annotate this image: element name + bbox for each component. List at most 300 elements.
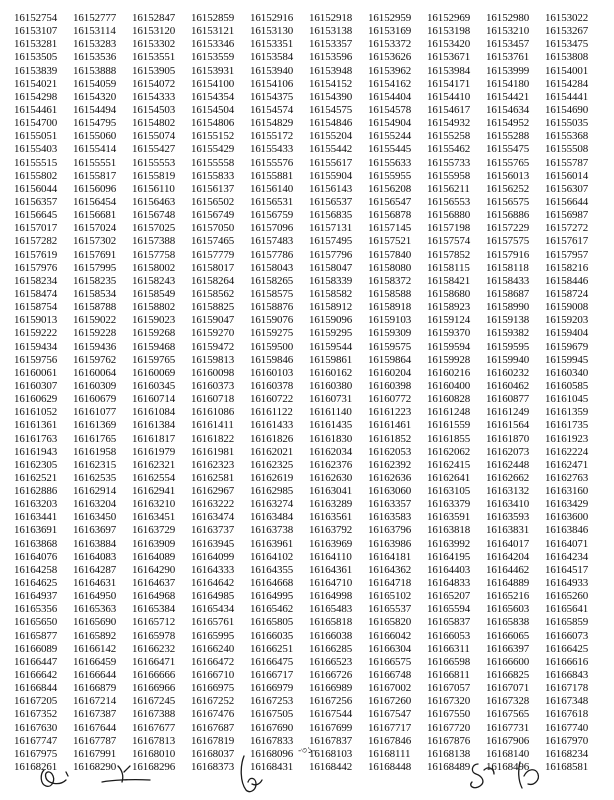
roll-number: 16153839 — [14, 64, 58, 77]
roll-number: 16164710 — [309, 577, 353, 590]
roll-number: 16162325 — [250, 458, 294, 471]
roll-number: 16163379 — [427, 498, 471, 511]
roll-number: 16159124 — [427, 314, 471, 327]
roll-number: 16167846 — [368, 734, 412, 747]
roll-number: 16155576 — [250, 156, 294, 169]
roll-number: 16159864 — [368, 353, 412, 366]
roll-number: 16164995 — [250, 590, 294, 603]
roll-number: 16154180 — [486, 77, 530, 90]
roll-number: 16166285 — [309, 642, 353, 655]
roll-number: 16163132 — [486, 485, 530, 498]
roll-number: 16158234 — [14, 274, 58, 287]
roll-number: 16164258 — [14, 563, 58, 576]
roll-number: 16157957 — [545, 248, 589, 261]
roll-number: 16164204 — [486, 550, 530, 563]
roll-number: 16164110 — [309, 550, 352, 563]
roll-number: 16158575 — [250, 287, 294, 300]
roll-number: 16154320 — [73, 90, 117, 103]
roll-number: 16165384 — [132, 603, 176, 616]
roll-number: 16158687 — [486, 287, 530, 300]
roll-number: 16158754 — [14, 301, 58, 314]
roll-number: 16157619 — [14, 248, 58, 261]
roll-number: 16163160 — [545, 485, 589, 498]
roll-number: 16163961 — [250, 537, 294, 550]
roll-number: 16161822 — [191, 432, 235, 445]
roll-number: 16159404 — [545, 327, 589, 340]
roll-number: 16156502 — [191, 195, 235, 208]
roll-number: 16167388 — [132, 708, 176, 721]
roll-number: 16159023 — [132, 314, 176, 327]
roll-number: 16167720 — [427, 721, 471, 734]
roll-number: 16161369 — [73, 419, 117, 432]
roll-number: 16166397 — [486, 642, 530, 655]
roll-number: 16154578 — [368, 103, 412, 116]
roll-number: 16157758 — [132, 248, 176, 261]
roll-number: 16158047 — [309, 261, 353, 274]
roll-number: 16153626 — [368, 51, 412, 64]
roll-number: 16167071 — [486, 682, 530, 695]
roll-number: 16154171 — [427, 77, 471, 90]
roll-number: 16164234 — [545, 550, 589, 563]
roll-number: 16154106 — [250, 77, 294, 90]
roll-number: 16161830 — [309, 432, 353, 445]
roll-number: 16164181 — [368, 550, 412, 563]
roll-number: 16166844 — [14, 682, 58, 695]
roll-number: 16153346 — [191, 38, 235, 51]
roll-number: 16159945 — [545, 353, 589, 366]
roll-number: 16167057 — [427, 682, 471, 695]
roll-number: 16160828 — [427, 393, 471, 406]
roll-number: 16159472 — [191, 340, 235, 353]
roll-number: 16161763 — [14, 432, 58, 445]
roll-number: 16155429 — [191, 143, 235, 156]
roll-number: 16166471 — [132, 655, 176, 668]
roll-number: 16163818 — [427, 524, 471, 537]
roll-number: 16167565 — [486, 708, 530, 721]
roll-number: 16167505 — [250, 708, 294, 721]
roll-number: 16158433 — [486, 274, 530, 287]
roll-number: 16164968 — [132, 590, 176, 603]
roll-number: 16163429 — [545, 498, 589, 511]
roll-number: 16166811 — [427, 669, 470, 682]
roll-number: 16157465 — [191, 235, 235, 248]
roll-number: 16160731 — [309, 393, 353, 406]
roll-number: 16166472 — [191, 655, 235, 668]
roll-number: 16157786 — [250, 248, 294, 261]
roll-number: 16158876 — [250, 301, 294, 314]
roll-number: 16159813 — [191, 353, 235, 366]
roll-number: 16157796 — [309, 248, 353, 261]
roll-number: 16154575 — [309, 103, 353, 116]
roll-number: 16167687 — [191, 721, 235, 734]
roll-number: 16163697 — [73, 524, 117, 537]
roll-number: 16163691 — [14, 524, 58, 537]
roll-number: 16167476 — [191, 708, 235, 721]
roll-number: 16153984 — [427, 64, 471, 77]
roll-number: 16159846 — [250, 353, 294, 366]
roll-number: 16156454 — [73, 195, 117, 208]
roll-number: 16154617 — [427, 103, 471, 116]
roll-number: 16167544 — [309, 708, 353, 721]
signature-5 — [519, 762, 539, 788]
roll-number: 16164355 — [250, 563, 294, 576]
roll-number: 16153022 — [545, 12, 589, 24]
roll-number: 16167205 — [14, 695, 58, 708]
roll-number: 16167252 — [191, 695, 235, 708]
roll-number: 16168261 — [14, 761, 58, 774]
roll-number: 16154284 — [545, 77, 589, 90]
roll-number: 16157976 — [14, 261, 58, 274]
roll-number: 16159370 — [427, 327, 471, 340]
roll-number: 16155817 — [73, 169, 117, 182]
roll-number: 16167731 — [486, 721, 530, 734]
roll-number: 16159022 — [73, 314, 117, 327]
roll-number: 16168234 — [545, 747, 589, 760]
roll-number: 16153107 — [14, 25, 58, 38]
roll-number: 16167906 — [486, 734, 530, 747]
roll-number: 16162448 — [486, 458, 530, 471]
roll-number: 16154806 — [191, 117, 235, 130]
roll-number: 16153948 — [309, 64, 353, 77]
roll-number: 16160400 — [427, 379, 471, 392]
roll-number: 16167256 — [309, 695, 353, 708]
roll-number: 16159679 — [545, 340, 589, 353]
roll-number: 16154100 — [191, 77, 235, 90]
roll-number: 16168296 — [132, 761, 176, 774]
roll-number: 16161361 — [14, 419, 58, 432]
roll-number: 16166717 — [250, 669, 294, 682]
roll-number: 16162886 — [14, 485, 58, 498]
roll-number: 16153114 — [73, 25, 116, 38]
roll-number: 16160098 — [191, 366, 235, 379]
roll-number: 16163945 — [191, 537, 235, 550]
roll-number: 16155035 — [545, 117, 589, 130]
roll-number: 16167837 — [309, 734, 353, 747]
roll-number: 16166600 — [486, 655, 530, 668]
roll-number: 16159138 — [486, 314, 530, 327]
roll-number: 16154504 — [191, 103, 235, 116]
roll-number: 16167630 — [14, 721, 58, 734]
roll-number: 16158582 — [309, 287, 353, 300]
roll-number: 16157096 — [250, 222, 294, 235]
roll-number: 16165363 — [73, 603, 117, 616]
roll-number: 16166073 — [545, 629, 589, 642]
roll-number: 16159222 — [14, 327, 58, 340]
roll-number: 16163792 — [309, 524, 353, 537]
roll-number: 16165892 — [73, 629, 117, 642]
roll-number: 16158724 — [545, 287, 589, 300]
roll-number: 16166710 — [191, 669, 235, 682]
roll-number: 16156208 — [368, 182, 412, 195]
roll-number: 16159096 — [309, 314, 353, 327]
roll-number: 16154494 — [73, 103, 117, 116]
roll-number: 16168096 — [250, 747, 294, 760]
roll-number: 16165434 — [191, 603, 235, 616]
roll-number: 16161122 — [250, 406, 293, 419]
roll-number: 16155258 — [427, 130, 471, 143]
roll-number: 16155802 — [14, 169, 58, 182]
roll-number: 16165462 — [250, 603, 294, 616]
roll-number: 16166425 — [545, 642, 589, 655]
roll-number: 16166311 — [427, 642, 470, 655]
roll-number: 16156880 — [427, 209, 471, 222]
roll-number: 16166523 — [309, 655, 353, 668]
roll-number: 16154952 — [486, 117, 530, 130]
roll-number: 16158216 — [545, 261, 589, 274]
roll-number: 16161461 — [368, 419, 412, 432]
roll-number: 16157852 — [427, 248, 471, 261]
roll-number: 16153584 — [250, 51, 294, 64]
roll-number: 16168496 — [486, 761, 530, 774]
roll-number: 16162630 — [309, 471, 353, 484]
roll-number: 16160061 — [14, 366, 58, 379]
roll-number: 16160232 — [486, 366, 530, 379]
roll-number: 16155288 — [486, 130, 530, 143]
signatures — [0, 752, 614, 800]
roll-number: 16155442 — [309, 143, 353, 156]
roll-number: 16159203 — [545, 314, 589, 327]
roll-number: 16153198 — [427, 25, 471, 38]
roll-number: 16168103 — [309, 747, 353, 760]
roll-number: 16163203 — [14, 498, 58, 511]
roll-number: 16158588 — [368, 287, 412, 300]
roll-number: 16166142 — [73, 642, 117, 655]
roll-number: 16164102 — [250, 550, 294, 563]
roll-number: 16161084 — [132, 406, 176, 419]
roll-number: 16160340 — [545, 366, 589, 379]
roll-number: 16164403 — [427, 563, 471, 576]
roll-number: 16164668 — [250, 577, 294, 590]
roll-number: 16160877 — [486, 393, 530, 406]
roll-number: 16159309 — [368, 327, 412, 340]
roll-number: 16155955 — [368, 169, 412, 182]
roll-number: 16158002 — [132, 261, 176, 274]
roll-number: 16166989 — [309, 682, 353, 695]
roll-number: 16156748 — [132, 209, 176, 222]
roll-number: 16160307 — [14, 379, 58, 392]
roll-number: 16162763 — [545, 471, 589, 484]
roll-number: 16167677 — [132, 721, 176, 734]
roll-number: 16154441 — [545, 90, 589, 103]
roll-number: 16158017 — [191, 261, 235, 274]
roll-number: 16153169 — [368, 25, 412, 38]
roll-number: 16155051 — [14, 130, 58, 143]
roll-number: 16154503 — [132, 103, 176, 116]
roll-number: 16155833 — [191, 169, 235, 182]
roll-number: 16161870 — [486, 432, 530, 445]
roll-number: 16167740 — [545, 721, 589, 734]
roll-number: 16154634 — [486, 103, 530, 116]
roll-number: 16161411 — [191, 419, 234, 432]
roll-number: 16153596 — [309, 51, 353, 64]
roll-number: 16166038 — [309, 629, 353, 642]
roll-number: 16157198 — [427, 222, 471, 235]
roll-number: 16167833 — [250, 734, 294, 747]
roll-number: 16167387 — [73, 708, 117, 721]
roll-number: 16153931 — [191, 64, 235, 77]
roll-number: 16160714 — [132, 393, 176, 406]
roll-number: 16154404 — [368, 90, 412, 103]
roll-number: 16165216 — [486, 590, 530, 603]
roll-number: 16162321 — [132, 458, 176, 471]
roll-number: 16156044 — [14, 182, 58, 195]
roll-number: 16166616 — [545, 655, 589, 668]
roll-number: 16153962 — [368, 64, 412, 77]
roll-number: 16163222 — [191, 498, 235, 511]
roll-number: 16157229 — [486, 222, 530, 235]
roll-number: 16161826 — [250, 432, 294, 445]
roll-number: 16167618 — [545, 708, 589, 721]
roll-number: 16166726 — [309, 669, 353, 682]
roll-number: 16163450 — [73, 511, 117, 524]
roll-number: 16155733 — [427, 156, 471, 169]
roll-number: 16165650 — [14, 616, 58, 629]
roll-number: 16159756 — [14, 353, 58, 366]
roll-number: 16163737 — [191, 524, 235, 537]
roll-number: 16155515 — [14, 156, 58, 169]
roll-number: 16163451 — [132, 511, 176, 524]
roll-number: 16167214 — [73, 695, 117, 708]
roll-number: 16162471 — [545, 458, 589, 471]
roll-number: 16163357 — [368, 498, 412, 511]
roll-number: 16166065 — [486, 629, 530, 642]
roll-number: 16153475 — [545, 38, 589, 51]
roll-number: 16166053 — [427, 629, 471, 642]
roll-number: 16167547 — [368, 708, 412, 721]
roll-number: 16165483 — [309, 603, 353, 616]
roll-number: 16167328 — [486, 695, 530, 708]
roll-number: 16166251 — [250, 642, 294, 655]
roll-number: 16163729 — [132, 524, 176, 537]
roll-number: 16158080 — [368, 261, 412, 274]
roll-number: 16162535 — [73, 471, 117, 484]
roll-number: 16153283 — [73, 38, 117, 51]
roll-number: 16163846 — [545, 524, 589, 537]
roll-number: 16163969 — [309, 537, 353, 550]
roll-number: 16154904 — [368, 117, 412, 130]
roll-number: 16154354 — [191, 90, 235, 103]
roll-number: 16158118 — [486, 261, 529, 274]
roll-number: 16165712 — [132, 616, 176, 629]
roll-number: 16161435 — [309, 419, 353, 432]
roll-number: 16167970 — [545, 734, 589, 747]
roll-number: 16159861 — [309, 353, 353, 366]
roll-number: 16156644 — [545, 195, 589, 208]
roll-number: 16163204 — [73, 498, 117, 511]
roll-number: 16162053 — [368, 445, 412, 458]
roll-number: 16168290 — [73, 761, 117, 774]
roll-number: 16163041 — [309, 485, 353, 498]
roll-number: 16164462 — [486, 563, 530, 576]
roll-number: 16153559 — [191, 51, 235, 64]
roll-number: 16167002 — [368, 682, 412, 695]
roll-number: 16158421 — [427, 274, 471, 287]
roll-number: 16160462 — [486, 379, 530, 392]
roll-number: 16163738 — [250, 524, 294, 537]
roll-number: 16155633 — [368, 156, 412, 169]
roll-number: 16159047 — [191, 314, 235, 327]
roll-number: 16155508 — [545, 143, 589, 156]
roll-number: 16155765 — [486, 156, 530, 169]
roll-number: 16166966 — [132, 682, 176, 695]
roll-number: 16155475 — [486, 143, 530, 156]
roll-number: 16159295 — [309, 327, 353, 340]
roll-number: 16161248 — [427, 406, 471, 419]
roll-number: 16160345 — [132, 379, 176, 392]
roll-number: 16152918 — [309, 12, 353, 24]
roll-number: 16159940 — [486, 353, 530, 366]
roll-number: 16152916 — [250, 12, 294, 24]
roll-number: 16159500 — [250, 340, 294, 353]
roll-number: 16166575 — [368, 655, 412, 668]
roll-number: 16157779 — [191, 248, 235, 261]
signature-3 — [241, 756, 262, 792]
roll-number: 16168010 — [132, 747, 176, 760]
roll-number: 16162323 — [191, 458, 235, 471]
roll-number: 16154152 — [309, 77, 353, 90]
roll-number: 16153551 — [132, 51, 176, 64]
roll-number: 16162914 — [73, 485, 117, 498]
roll-number: 16152754 — [14, 12, 58, 24]
roll-number: 16161765 — [73, 432, 117, 445]
roll-number: 16156014 — [545, 169, 589, 182]
roll-number: 16153267 — [545, 25, 589, 38]
roll-number: 16156759 — [250, 209, 294, 222]
roll-number: 16166089 — [14, 642, 58, 655]
roll-number: 16159013 — [14, 314, 58, 327]
roll-number: 16158923 — [427, 301, 471, 314]
roll-number: 16161943 — [14, 445, 58, 458]
roll-number: 16157995 — [73, 261, 117, 274]
roll-number: 16153888 — [73, 64, 117, 77]
roll-number: 16161077 — [73, 406, 117, 419]
roll-number: 16155553 — [132, 156, 176, 169]
roll-number: 16165820 — [368, 616, 412, 629]
roll-number: 16164333 — [191, 563, 235, 576]
roll-number: 16156357 — [14, 195, 58, 208]
roll-number: 16167747 — [14, 734, 58, 747]
roll-number: 16162636 — [368, 471, 412, 484]
roll-number: 16167352 — [14, 708, 58, 721]
roll-number: 16162967 — [191, 485, 235, 498]
roll-number: 16166035 — [250, 629, 294, 642]
roll-number: 16160772 — [368, 393, 412, 406]
roll-number: 16163289 — [309, 498, 353, 511]
roll-number: 16155445 — [368, 143, 412, 156]
roll-number: 16161140 — [309, 406, 352, 419]
roll-number: 16163909 — [132, 537, 176, 550]
roll-number: 16165356 — [14, 603, 58, 616]
roll-number: 16155403 — [14, 143, 58, 156]
roll-number: 16160162 — [309, 366, 353, 379]
roll-number: 16166666 — [132, 669, 176, 682]
roll-number: 16163600 — [545, 511, 589, 524]
roll-number: 16153372 — [368, 38, 412, 51]
roll-number: 16161735 — [545, 419, 589, 432]
roll-number: 16157145 — [368, 222, 412, 235]
roll-number: 16164076 — [14, 550, 58, 563]
roll-number: 16160378 — [250, 379, 294, 392]
roll-number: 16153905 — [132, 64, 176, 77]
roll-number: 16162305 — [14, 458, 58, 471]
roll-number: 16164362 — [368, 563, 412, 576]
roll-number: 16165837 — [427, 616, 471, 629]
roll-number: 16157574 — [427, 235, 471, 248]
roll-number: 16167690 — [250, 721, 294, 734]
roll-number: 16162641 — [427, 471, 471, 484]
roll-number: 16159544 — [309, 340, 353, 353]
roll-number: 16156096 — [73, 182, 117, 195]
